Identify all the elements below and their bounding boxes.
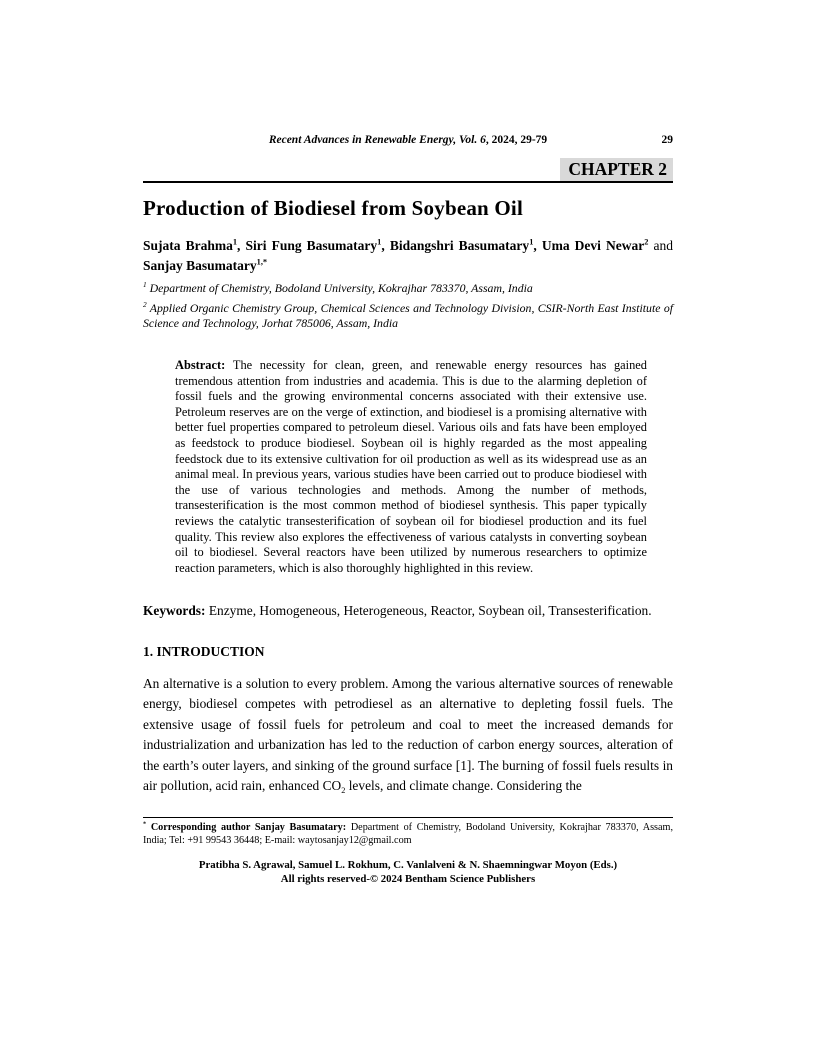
editors-line: Pratibha S. Agrawal, Samuel L. Rokhum, C. Vanlalveni & N. Shaemningwar Moyon (Eds.) bbox=[198, 859, 618, 872]
footnote-area bbox=[143, 817, 673, 886]
footnote-separator bbox=[143, 817, 673, 818]
article-title: Production of Biodiesel from Soybean Oil bbox=[143, 196, 523, 220]
page-number: 29 bbox=[661, 134, 673, 146]
affiliation-1: $^1$ Department of Chemistry, Bodoland University, Kokrajhar 783370, Assam, India bbox=[143, 280, 533, 295]
introduction-paragraph: An alternative is a solution to every problem. Among the various alternative sources of renewable energy, biodiesel competes with petrodiesel as an alternative to depleting fossil fuels. The extensive usage of fossil fuels for petroleum and coal to meet the increased demands for industrialization and urbanization has led to the reduction of carbon energy sources, alteration of the earth’s outer layers, and sinking of the ground surface [1]. The burning of fossil fuels results in air pollution, acid rain, enhanced $CO_2$ levels, and climate change. Considering the bbox=[143, 675, 673, 795]
running-header-citation: Recent Advances in Renewable Energy, Vol. 6, 2024, 29-79 bbox=[268, 134, 548, 146]
book-footer bbox=[143, 859, 673, 886]
chapter-rule bbox=[143, 158, 673, 183]
author-line: Sujata Brahma$^1$, Siri Fung Basumatary$^1$, Bidangshri Basumatary$^1$, Uma Devi Newar$^2$ and Sanjay Basumatary$^{1,*}$ bbox=[143, 237, 673, 273]
copyright-line: All rights reserved-© 2024 Bentham Science Publishers bbox=[280, 872, 536, 885]
running-header bbox=[143, 133, 673, 147]
keywords-line: Keywords: Enzyme, Homogeneous, Heterogeneous, Reactor, Soybean oil, Transesterification. bbox=[143, 603, 652, 619]
affiliations bbox=[143, 281, 673, 331]
abstract-paragraph: Abstract: The necessity for clean, green, and renewable energy resources has gained tremendous attention from industries and academia. This is due to the alarming depletion of fossil fuels and the growing environmental concerns associated with their extensive use. Petroleum reserves are on the verge of extinction, and biodiesel is a promising alternative with better fuel properties compared to petroleum diesel. Various oils and fats have been employed as feedstock to produce biodiesel. Soybean oil is highly regarded as the most appealing feedstock due to its extensive cultivation for oil production as well as its widespread use as an animal meal. In previous years, various studies have been carried out to produce biodiesel with the use of various technologies and methods. Among the number of methods, transesterification is the most common method of biodiesel synthesis. This paper typically reviews the catalytic transesterification of soybean oil for biodiesel production and its fuel quality. This review also explores the effectiveness of various catalysts in converting soybean oil to biodiesel. Several reactors have been utilized by numerous researchers to optimize reaction parameters, which is also thoroughly highlighted in this review. bbox=[175, 358, 647, 575]
affiliation-2: $^2$ Applied Organic Chemistry Group, Chemical Sciences and Technology Division, CSIR-North East Institute of Science and Technology, Jorhat 785006, Assam, India bbox=[143, 300, 673, 330]
corresponding-author-footnote: * Corresponding author Sanjay Basumatary: Department of Chemistry, Bodoland University, Kokrajhar 783370, Assam, India; Tel: +91 99543 36448; E-mail: waytosanjay12@gmail.com bbox=[143, 820, 674, 846]
section-heading-introduction: 1. INTRODUCTION bbox=[143, 643, 265, 659]
chapter-label: CHAPTER 2 bbox=[560, 158, 673, 181]
page-content bbox=[143, 0, 673, 797]
